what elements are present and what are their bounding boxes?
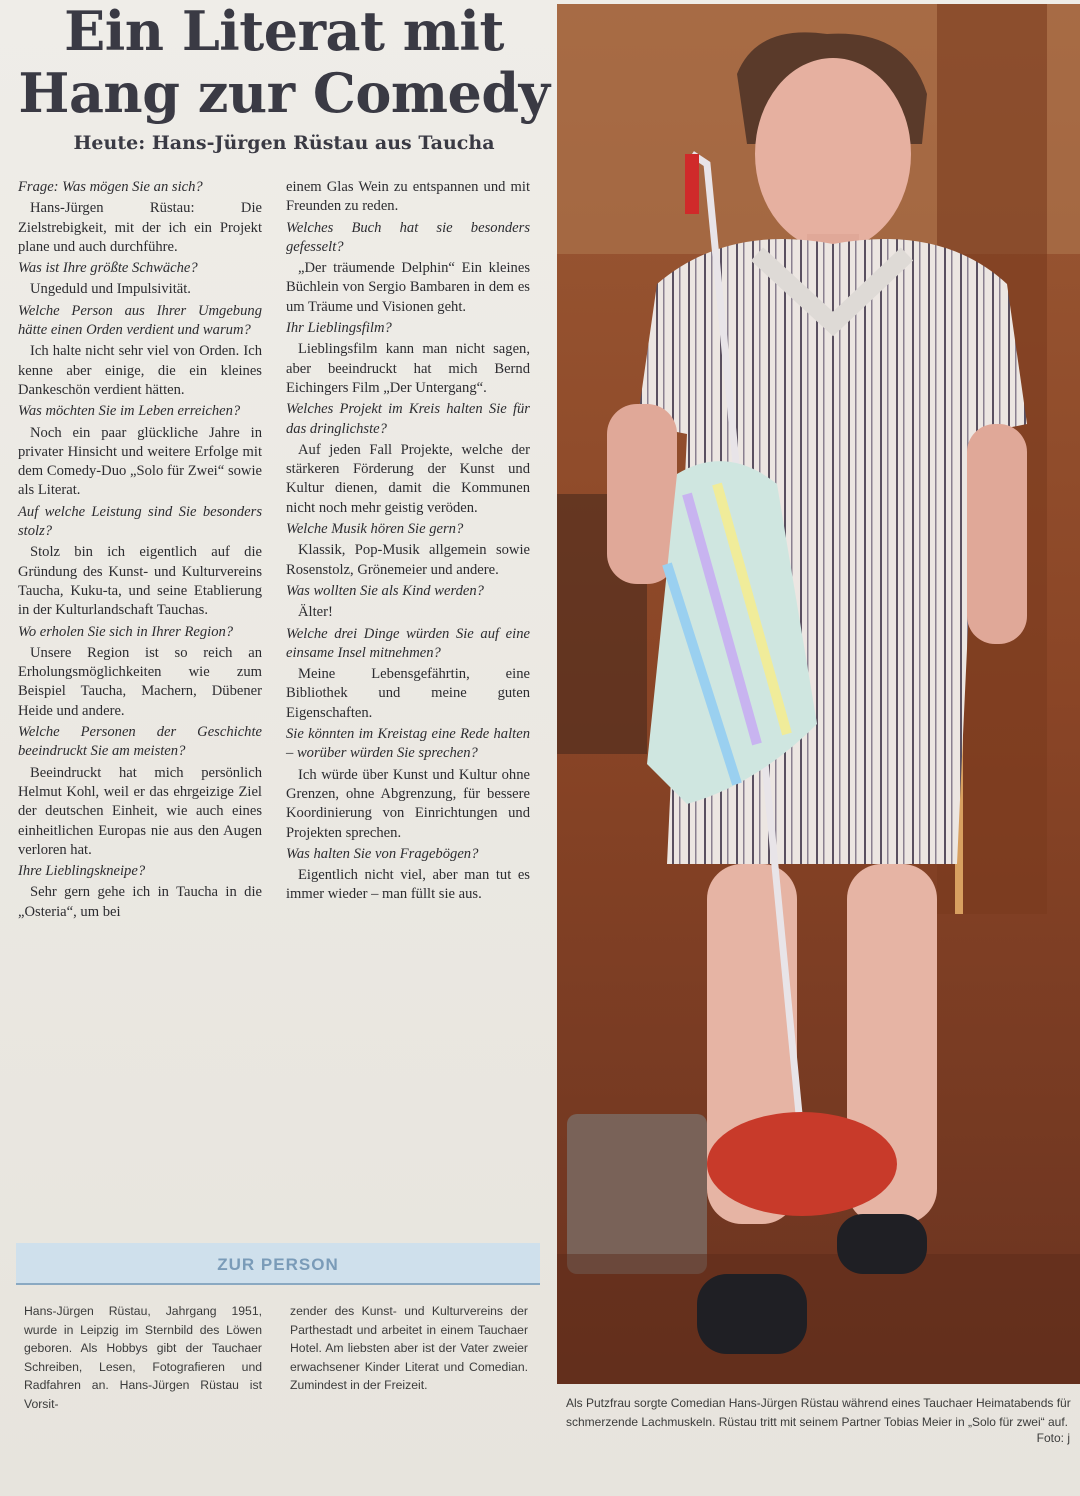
subheadline: Heute: Hans-Jürgen Rüstau aus Taucha [73,132,495,154]
interview-paragraph: Ungeduld und Impulsivität. [30,281,191,298]
interview-paragraph: Meine Lebensgefährtin, eine Bibliothek und meine guten Eigenschaften. [286,666,530,721]
article-column-left [18,178,262,924]
portrait-photo [557,4,1080,1384]
headline: Ein Literat mit Hang zur Comedy [18,0,550,125]
interview-paragraph: Was ist Ihre größte Schwäche? [18,260,198,277]
interview-paragraph: Wo erholen Sie sich in Ihrer Region? [18,623,234,640]
interview-paragraph: Auf welche Leistung sind Sie besonders stolz? [18,503,262,540]
interview-paragraph: Frage: Was mögen Sie an sich? [18,179,203,195]
info-box-header [16,1243,540,1285]
interview-paragraph: Was möchten Sie im Leben erreichen? [18,403,241,420]
interview-paragraph: Beeindruckt hat mich persönlich Helmut Kohl, weil er das ehrgeizige Ziel der deutschen Einheit, wie auch eines einheitlichen Europas nie aus den Augen verloren hat. [18,764,262,858]
photo-caption: Als Putzfrau sorgte Comedian Hans-Jürgen Rüstau während eines Tauchaer Heimatabends für schmerzende Lachmuskeln. Rüstau tritt mit seinem Partner Tobias Meier in „Solo für zwei“ auf. [566,1396,1075,1429]
interview-paragraph: Ihre Lieblingskneipe? [18,863,146,880]
interview-paragraph: Noch ein paar glückliche Jahre in privater Hinsicht und weitere Erfolge mit dem Comedy-Duo „Solo für Zwei“ sowie als Literat. [18,424,262,499]
interview-paragraph: Hans-Jürgen Rüstau: Die Zielstrebigkeit, mit der ich ein Projekt plane und auch durchführe. [18,200,262,255]
interview-paragraph: Welche drei Dinge würden Sie auf eine einsame Insel mitnehmen? [286,625,530,661]
interview-paragraph: Ich würde über Kunst und Kultur ohne Grenzen, ohne Abgrenzung, für bessere Koordinierung von Einrichtungen und Projekten sprechen. [286,766,530,841]
interview-paragraph: Lieblingsfilm kann man nicht sagen, aber beeindruckt hat mich Bernd Eichingers Film „Der Untergang“. [286,341,530,396]
interview-paragraph: „Der träumende Delphin“ Ein kleines Büchlein von Sergio Bambaren in dem es um Träume und Visionen geht. [286,260,530,315]
interview-paragraph: Sehr gern gehe ich in Taucha in die „Osteria“, um bei [18,884,262,920]
interview-paragraph: Was halten Sie von Fragebögen? [286,845,479,862]
info-box-title: ZUR PERSON [217,1255,339,1274]
interview-paragraph: Unsere Region ist so reich an Erholungsmöglichkeiten wie zum Beispiel Taucha, Machern, Dübener Heide und andere. [18,644,262,719]
interview-paragraph: einem Glas Wein zu entspannen und mit Freunden zu reden. [286,179,530,215]
interview-paragraph: Ihr Lieblingsfilm? [286,320,392,337]
interview-paragraph: Was wollten Sie als Kind werden? [286,582,484,599]
interview-paragraph: Welche Musik hören Sie gern? [286,521,464,538]
interview-paragraph: Welches Projekt im Kreis halten Sie für das dringlichste? [286,401,530,437]
interview-paragraph: Welche Personen der Geschichte beeindruckt Sie am meisten? [18,724,262,760]
interview-paragraph: Welches Buch hat sie besonders gefesselt? [286,219,530,255]
photo-credit: Foto: j [1036,1431,1070,1445]
interview-paragraph: Klassik, Pop-Musik allgemein sowie Rosenstolz, Grönemeier und andere. [286,542,530,578]
interview-paragraph: Stolz bin ich eigentlich auf die Gründung des Kunst- und Kulturvereins Taucha, Kuku-ta, und seine Etablierung in der Kulturlandschaft Tauchas. [18,544,262,619]
photo-illustration [557,4,1080,1384]
interview-paragraph: Älter! [298,604,333,621]
interview-paragraph: Eigentlich nicht viel, aber man tut es immer wieder – man füllt sie aus. [286,867,530,903]
interview-paragraph: Auf jeden Fall Projekte, welche der stärkeren Förderung der Kunst und Kultur dienen, damit die Kommunen nicht noch mehr geistig veröden. [286,441,530,516]
info-box-text-left: Hans-Jürgen Rüstau, Jahrgang 1951, wurde in Leipzig im Sternbild des Löwen geboren. Als Hobbys gibt der Tauchaer Schreiben, Lesen, Fotografieren und Radfahren an. Hans-Jürgen Rüstau ist Vorsit- [24,1304,262,1411]
info-box-text-right: zender des Kunst- und Kulturvereins der Parthestadt und arbeitet in einem Tauchaer Hotel. Am liebsten aber ist der Vater zweier erwachsener Kinder Literat und Comedian. Zumindest in der Freizeit. [290,1304,528,1393]
article-column-right [286,178,530,907]
interview-paragraph: Ich halte nicht sehr viel von Orden. Ich kenne aber einige, die ein kleines Dankeschön verdient hätten. [18,343,262,398]
interview-paragraph: Welche Person aus Ihrer Umgebung hätte einen Orden verdient und warum? [18,302,262,339]
interview-paragraph: Sie könnten im Kreistag eine Rede halten – worüber würden Sie sprechen? [286,726,530,762]
